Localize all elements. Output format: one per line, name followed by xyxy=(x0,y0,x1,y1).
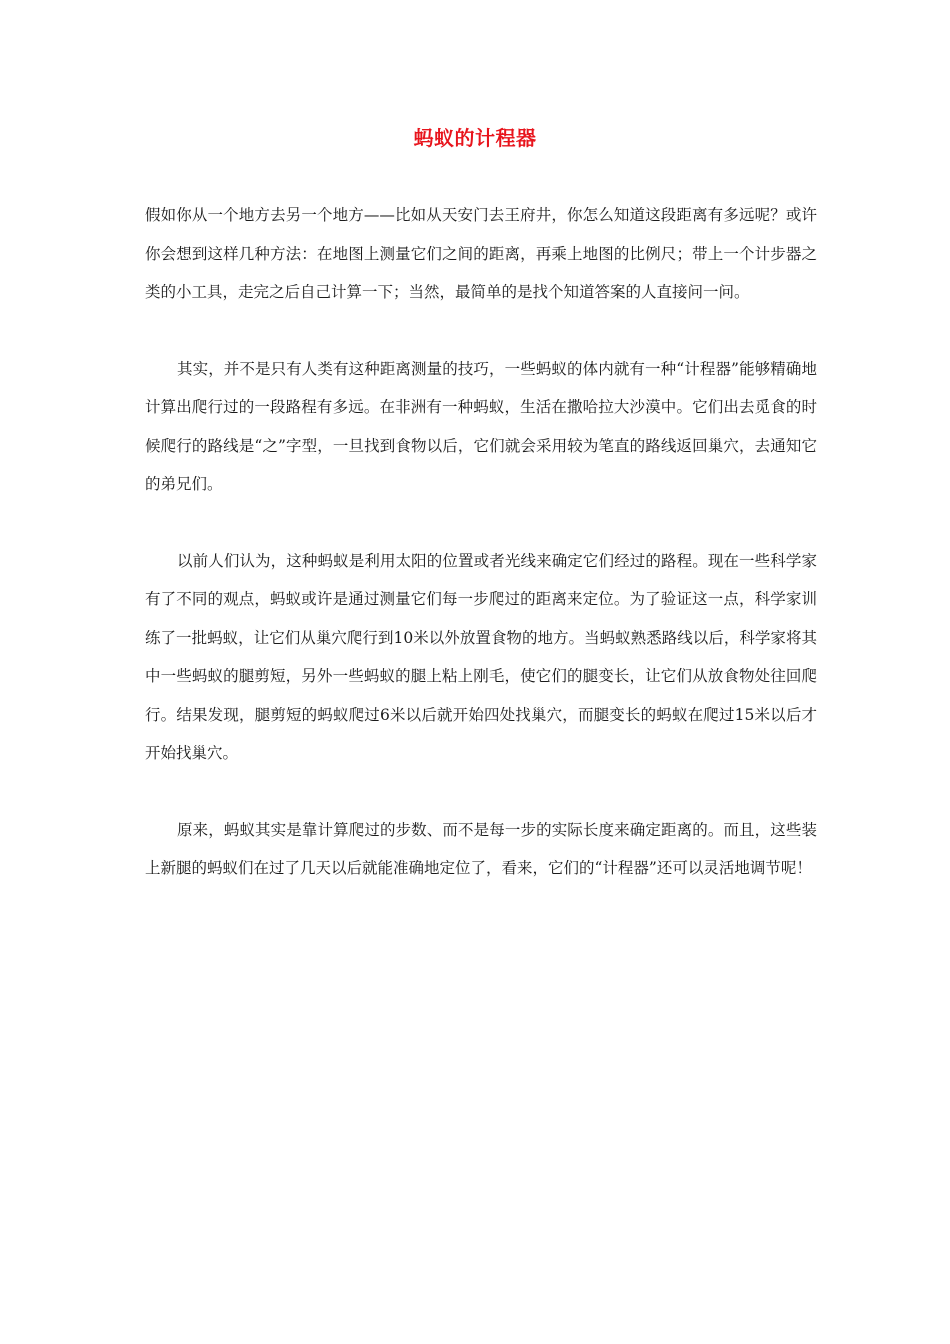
document-title: 蚂蚁的计程器 xyxy=(413,126,537,150)
document-body xyxy=(145,196,817,888)
paragraph-experiment: 以前人们认为，这种蚂蚁是利用太阳的位置或者光线来确定它们经过的路程。现在一些科学家有了不同的观点，蚂蚁或许是通过测量它们每一步爬过的距离来定位。为了验证这一点，科学家训练了一批蚂蚁，让它们从巢穴爬行到10米以外放置食物的地方。当蚂蚁熟悉路线以后，科学家将其中一些蚂蚁的腿剪短，另外一些蚂蚁的腿上粘上刚毛，使它们的腿变长，让它们从放食物处往回爬行。结果发现，腿剪短的蚂蚁爬过6米以后就开始四处找巢穴，而腿变长的蚂蚁在爬过15米以后才开始找巢穴。 xyxy=(145,551,817,762)
paragraph-conclusion: 原来，蚂蚁其实是靠计算爬过的步数、而不是每一步的实际长度来确定距离的。而且，这些装上新腿的蚂蚁们在过了几天以后就能准确地定位了，看来，它们的“计程器”还可以灵活地调节呢！ xyxy=(145,820,817,877)
paragraph-ant-odometer: 其实，并不是只有人类有这种距离测量的技巧，一些蚂蚁的体内就有一种“计程器”能够精确地计算出爬行过的一段路程有多远。在非洲有一种蚂蚁，生活在撒哈拉大沙漠中。它们出去觅食的时候爬行的路线是“之”字型，一旦找到食物以后，它们就会采用较为笔直的路线返回巢穴，去通知它的弟兄们。 xyxy=(145,359,817,493)
paragraph-intro: 假如你从一个地方去另一个地方——比如从天安门去王府井，你怎么知道这段距离有多远呢？或许你会想到这样几种方法：在地图上测量它们之间的距离，再乘上地图的比例尺；带上一个计步器之类的小工具，走完之后自己计算一下；当然，最简单的是找个知道答案的人直接问一问。 xyxy=(145,206,817,301)
